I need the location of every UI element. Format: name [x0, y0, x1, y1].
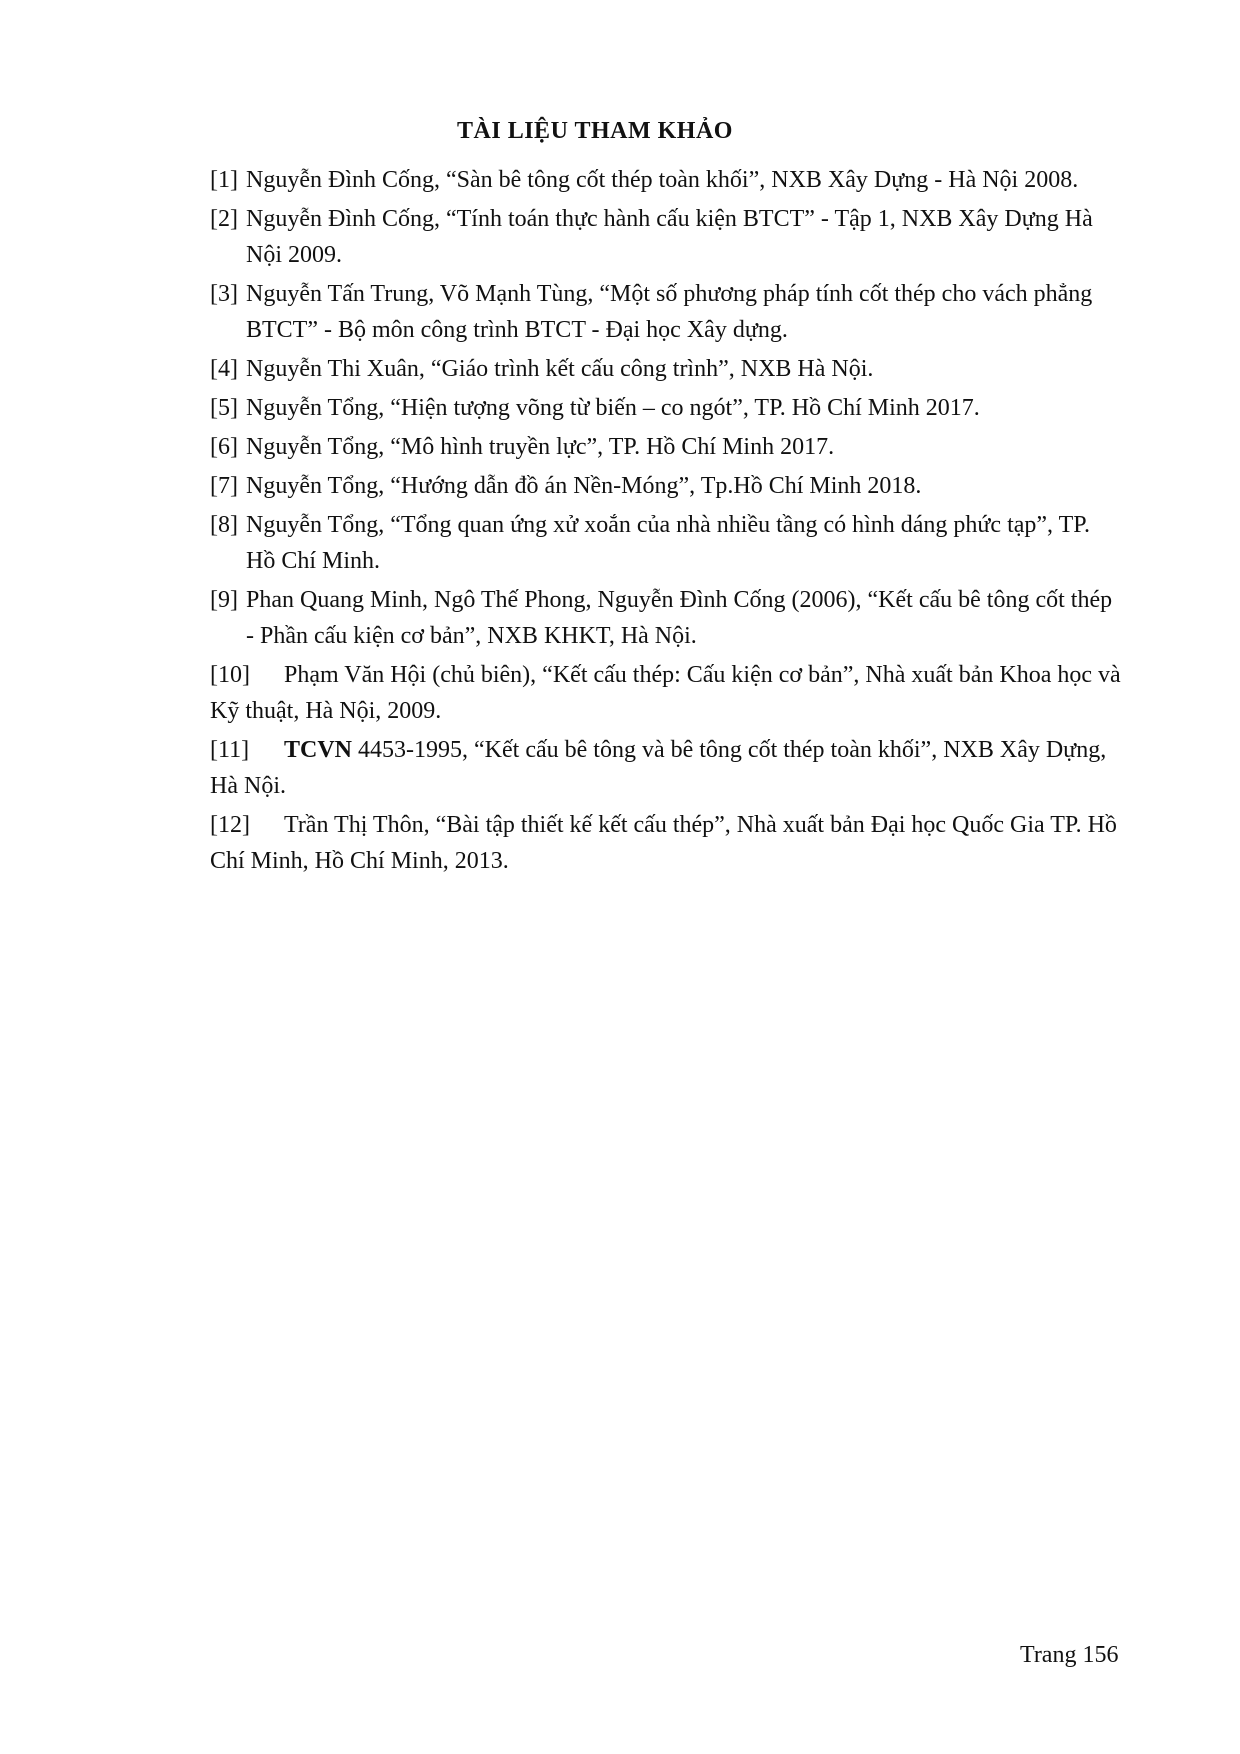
reference-number: [3]: [210, 281, 238, 307]
page-number: Trang 156: [1020, 1642, 1119, 1668]
reference-text-line: Nguyễn Tấn Trung, Võ Mạnh Tùng, “Một số phương pháp tính cốt thép cho vách phẳng: [246, 281, 1093, 307]
reference-text: 4453-1995, “Kết cấu bê tông và bê tông cốt thép toàn khối”, NXB Xây Dựng, Hà Nội.: [210, 737, 1107, 799]
reference-number: [8]: [210, 512, 238, 538]
reference-item: [210, 351, 1125, 387]
reference-text: Nguyễn Tổng, “Mô hình truyền lực”, TP. Hồ Chí Minh 2017.: [246, 434, 835, 460]
reference-item: [210, 429, 1125, 465]
reference-item: [210, 807, 1125, 879]
reference-text: Nguyễn Tổng, “Hướng dẫn đồ án Nền-Móng”, Tp.Hồ Chí Minh 2018.: [246, 473, 922, 499]
reference-text: Nguyễn Tổng, “Hiện tượng võng từ biến – co ngót”, TP. Hồ Chí Minh 2017.: [246, 395, 980, 421]
reference-number: [2]: [210, 206, 238, 232]
reference-list: [210, 162, 1125, 882]
reference-text: Nguyễn Đình Cống, “Sàn bê tông cốt thép toàn khối”, NXB Xây Dựng - Hà Nội 2008.: [246, 167, 1079, 193]
reference-number: [12]: [210, 812, 250, 838]
reference-number: [5]: [210, 395, 238, 421]
reference-item: [210, 732, 1125, 804]
reference-number: [4]: [210, 356, 238, 382]
reference-text-line: BTCT” - Bộ môn công trình BTCT - Đại học Xây dựng.: [246, 317, 788, 343]
reference-item: [210, 468, 1125, 504]
reference-text: Nguyễn Tổng, “Tổng quan ứng xử xoắn của nhà nhiều tầng có hình dáng phức tạp”, TP. Hồ Chí Minh.: [246, 512, 1090, 574]
reference-item: [210, 390, 1125, 426]
reference-item: [210, 201, 1125, 273]
reference-text: Trần Thị Thôn, “Bài tập thiết kế kết cấu thép”, Nhà xuất bản Đại học Quốc Gia TP. Hồ Chí Minh, Hồ Chí Minh, 2013.: [210, 812, 1117, 874]
reference-number: [7]: [210, 473, 238, 499]
reference-number: [1]: [210, 167, 238, 193]
reference-text: Phạm Văn Hội (chủ biên), “Kết cấu thép: Cấu kiện cơ bản”, Nhà xuất bản Khoa học và Kỹ thuật, Hà Nội, 2009.: [210, 662, 1121, 724]
reference-item: [210, 276, 1125, 348]
reference-item: [210, 582, 1125, 654]
reference-number: [6]: [210, 434, 238, 460]
reference-standard-code: TCVN: [284, 737, 353, 763]
reference-text: Nguyễn Thi Xuân, “Giáo trình kết cấu công trình”, NXB Hà Nội.: [246, 356, 874, 382]
reference-text: Nguyễn Đình Cống, “Tính toán thực hành cấu kiện BTCT” - Tập 1, NXB Xây Dựng Hà Nội 2009.: [246, 206, 1093, 268]
reference-item: [210, 657, 1125, 729]
reference-number: [9]: [210, 587, 238, 613]
reference-item: [210, 507, 1125, 579]
reference-item: [210, 162, 1125, 198]
page-title: TÀI LIỆU THAM KHẢO: [457, 118, 733, 144]
reference-number: [11]: [210, 737, 250, 763]
reference-text: Phan Quang Minh, Ngô Thế Phong, Nguyễn Đình Cống (2006), “Kết cấu bê tông cốt thép - Phần cấu kiện cơ bản”, NXB KHKT, Hà Nội.: [246, 587, 1113, 649]
reference-number: [10]: [210, 662, 250, 688]
